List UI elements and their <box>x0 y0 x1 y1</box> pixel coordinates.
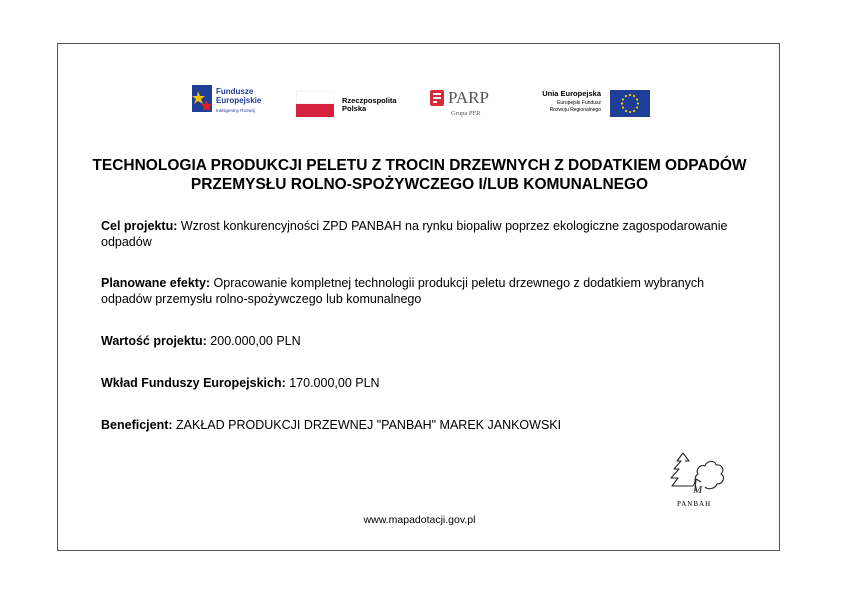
cel-value: Wzrost konkurencyjności ZPD PANBAH na rynku biopaliw poprzez ekologiczne zagospodarowanie odpadów <box>101 219 728 249</box>
ue-line3: Rozwoju Regionalnego <box>549 107 601 113</box>
website-link[interactable]: www.mapadotacji.gov.pl <box>363 514 476 526</box>
beneficjent-label: Beneficjent: <box>101 418 173 432</box>
title-line-1: TECHNOLOGIA PRODUKCJI PELETU Z TROCIN DRZEWNYCH Z DODATKIEM ODPADÓW <box>92 157 747 174</box>
parp-sub: Grupa PFR <box>451 110 481 117</box>
panbah-name: PANBAH <box>677 500 712 508</box>
rp-line1: Rzeczpospolita <box>342 96 397 105</box>
polish-flag-icon <box>296 91 334 117</box>
project-title <box>58 156 781 194</box>
wartosc-label: Wartość projektu: <box>101 334 207 348</box>
wklad-funduszy <box>101 375 741 391</box>
planowane-efekty <box>101 275 741 307</box>
beneficjent <box>101 417 741 433</box>
ue-line1: Unia Europejska <box>542 89 601 98</box>
ue-line2: Europejski Fundusz <box>557 100 601 106</box>
fe-line3: Inteligentny Rozwój <box>216 108 256 113</box>
fe-line1: Fundusze <box>216 87 254 96</box>
wklad-label: Wkład Funduszy Europejskich: <box>101 376 286 390</box>
rp-line2: Polska <box>342 104 367 113</box>
wklad-value: 170.000,00 PLN <box>285 376 380 390</box>
efekty-value: Opracowanie kompletnej technologii produkcji peletu drzewnego z dodatkiem wybranych odpadów przemysłu rolno-spożywczego lub komunalnego <box>101 276 705 306</box>
fe-line2: Europejskie <box>216 96 262 105</box>
poster-frame <box>57 43 780 551</box>
rzeczpospolita-polska-logo <box>296 89 416 119</box>
fundusze-europejskie-logo <box>192 85 282 121</box>
efekty-label: Planowane efekty: <box>101 276 211 290</box>
parp-name: PARP <box>448 88 489 107</box>
cel-projektu <box>101 218 741 250</box>
tree-icon <box>663 449 733 499</box>
wartosc-value: 200.000,00 PLN <box>206 334 301 348</box>
parp-mark-icon <box>430 90 444 106</box>
wartosc-projektu <box>101 333 741 349</box>
panbah-logo <box>663 449 733 511</box>
eu-flag-icon <box>610 90 650 117</box>
title-line-2: PRZEMYSŁU ROLNO-SPOŻYWCZEGO I/LUB KOMUNALNEGO <box>190 176 649 193</box>
beneficjent-value: ZAKŁAD PRODUKCJI DRZEWNEJ "PANBAH" MAREK JANKOWSKI <box>172 418 562 432</box>
parp-logo <box>430 88 520 122</box>
cel-label: Cel projektu: <box>101 219 178 233</box>
panbah-mark: M <box>693 484 703 496</box>
fe-star-icon <box>192 85 212 119</box>
unia-europejska-logo <box>530 88 650 120</box>
